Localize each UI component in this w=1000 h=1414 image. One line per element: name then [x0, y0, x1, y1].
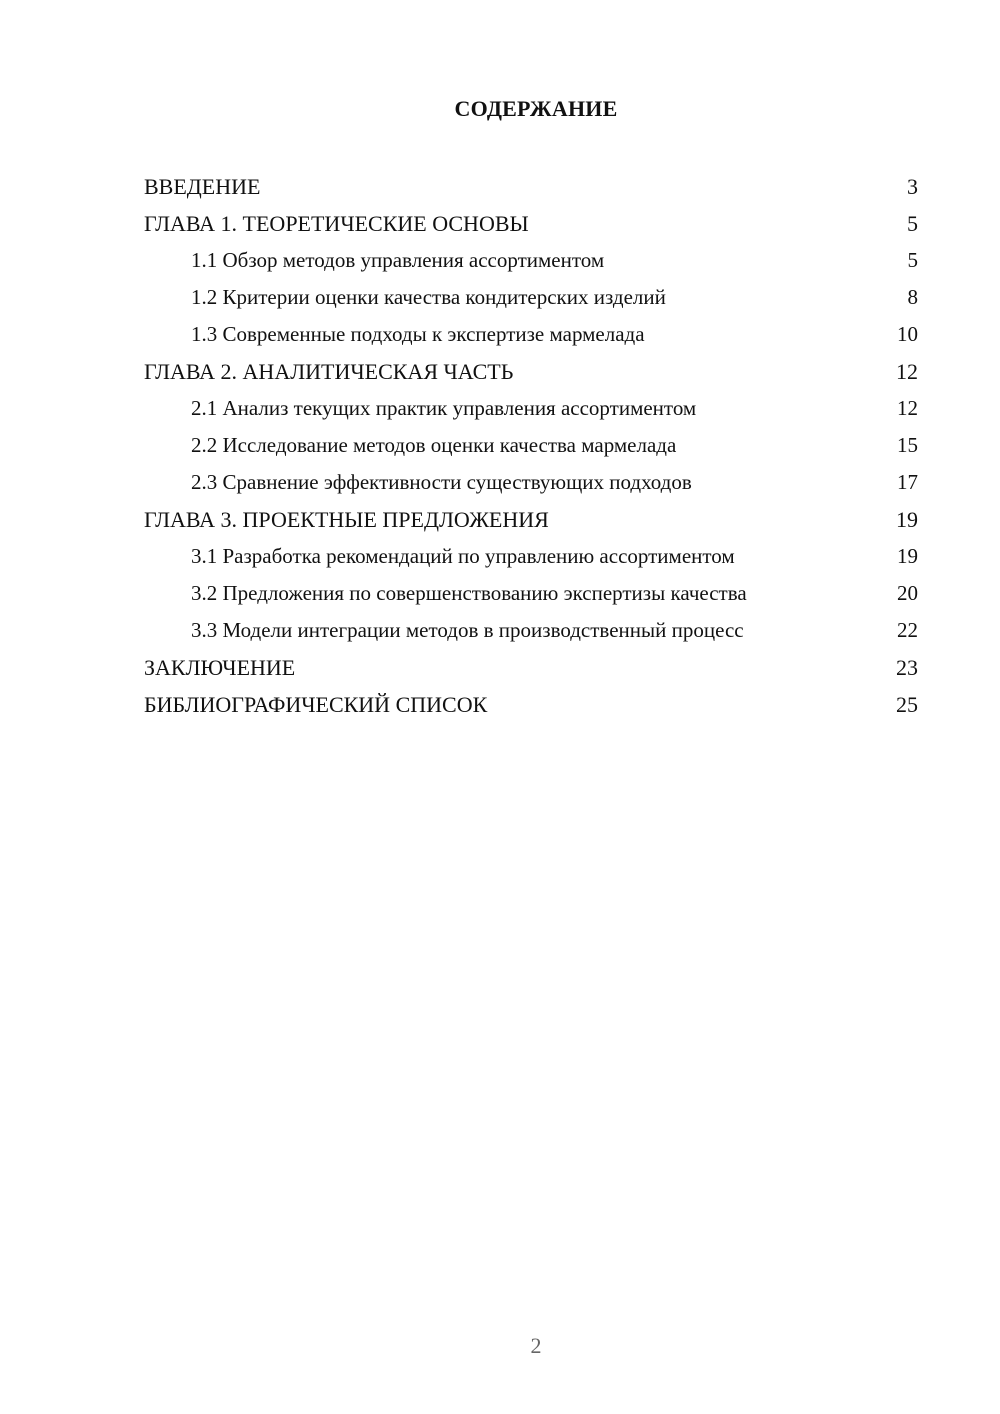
toc-entry-label: 2.2 Исследование методов оценки качества мармелада: [191, 433, 677, 457]
toc-entry-page: 17: [897, 470, 918, 494]
toc-entry-page: 23: [896, 655, 918, 680]
toc-entry-page: 12: [897, 396, 918, 420]
toc-entry-page: 10: [897, 322, 918, 346]
toc-entry-label: 1.1 Обзор методов управления ассортиментом: [191, 248, 605, 272]
toc-entry-label: 3.3 Модели интеграции методов в производственный процесс: [191, 618, 744, 642]
toc-entry-page: 15: [897, 433, 918, 457]
toc-entry-page: 3: [907, 174, 918, 199]
toc-entry[interactable]: [144, 538, 918, 575]
toc-entry[interactable]: [144, 464, 918, 501]
page-title: СОДЕРЖАНИЕ: [454, 96, 618, 121]
toc-entry[interactable]: [144, 649, 918, 686]
toc-entry-label: БИБЛИОГРАФИЧЕСКИЙ СПИСОК: [144, 692, 488, 717]
toc-entry-page: 5: [907, 211, 918, 236]
page-number: 2: [530, 1333, 542, 1358]
toc-entry-label: ЗАКЛЮЧЕНИЕ: [144, 655, 296, 680]
toc-entry[interactable]: [144, 575, 918, 612]
toc-entry-page: 8: [907, 285, 918, 309]
toc-entry-label: ВВЕДЕНИЕ: [144, 174, 261, 199]
toc-entry-label: 2.1 Анализ текущих практик управления ассортиментом: [191, 396, 697, 420]
toc-entry-page: 22: [897, 618, 918, 642]
toc-entry[interactable]: [144, 501, 918, 538]
toc-entry[interactable]: [144, 168, 918, 205]
toc-entry[interactable]: [144, 353, 918, 390]
toc-entry[interactable]: [144, 686, 918, 723]
toc-entry-label: 1.2 Критерии оценки качества кондитерских изделий: [191, 285, 666, 309]
toc-entry-label: ГЛАВА 1. ТЕОРЕТИЧЕСКИЕ ОСНОВЫ: [144, 211, 529, 236]
toc-entry[interactable]: [144, 390, 918, 427]
toc-entry-label: 3.1 Разработка рекомендаций по управлению ассортиментом: [191, 544, 735, 568]
toc-entry-label: ГЛАВА 3. ПРОЕКТНЫЕ ПРЕДЛОЖЕНИЯ: [144, 507, 549, 532]
table-of-contents: [144, 168, 918, 723]
toc-entry-page: 20: [897, 581, 918, 605]
toc-entry-label: 2.3 Сравнение эффективности существующих подходов: [191, 470, 692, 494]
toc-entry[interactable]: [144, 242, 918, 279]
toc-entry-page: 25: [896, 692, 918, 717]
toc-entry-label: ГЛАВА 2. АНАЛИТИЧЕСКАЯ ЧАСТЬ: [144, 359, 514, 384]
toc-entry-label: 3.2 Предложения по совершенствованию экспертизы качества: [191, 581, 747, 605]
toc-entry[interactable]: [144, 205, 918, 242]
toc-entry-label: 1.3 Современные подходы к экспертизе мармелада: [191, 322, 645, 346]
toc-entry-page: 5: [907, 248, 918, 272]
toc-entry-page: 12: [896, 359, 918, 384]
toc-entry[interactable]: [144, 316, 918, 353]
toc-entry-page: 19: [896, 507, 918, 532]
toc-entry-page: 19: [897, 544, 918, 568]
toc-entry[interactable]: [144, 612, 918, 649]
toc-entry[interactable]: [144, 427, 918, 464]
toc-entry[interactable]: [144, 279, 918, 316]
